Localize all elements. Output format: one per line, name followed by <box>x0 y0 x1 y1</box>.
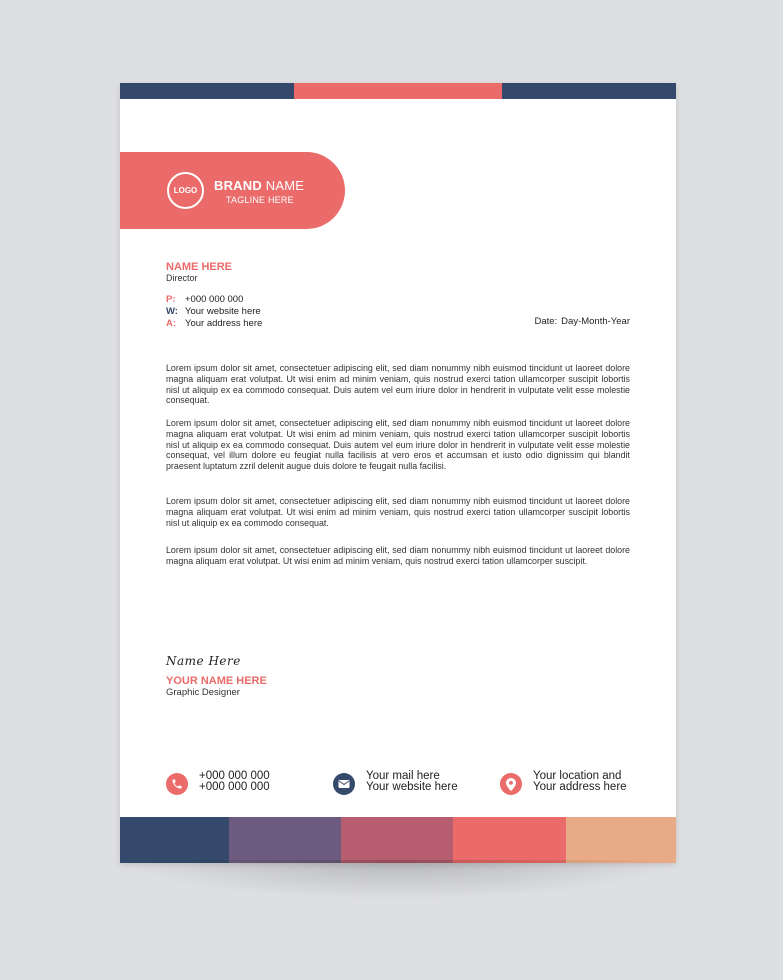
footer-mail-text <box>366 771 458 793</box>
contact-website <box>166 306 261 317</box>
signer-role: Graphic Designer <box>166 687 240 698</box>
signer-name: YOUR NAME HERE <box>166 675 267 687</box>
footer-mail-line2: Your website here <box>366 781 458 793</box>
footer-phone-text <box>199 771 270 793</box>
date-line <box>534 316 630 327</box>
bottom-strip-coral <box>453 817 566 863</box>
sender-name: NAME HERE <box>166 261 233 273</box>
phone-icon <box>166 773 188 795</box>
body-paragraph-2: Lorem ipsum dolor sit amet, consectetuer adipiscing elit, sed diam nonummy nibh euismod tincidunt ut laoreet dolore magna aliquam erat volutpat. Ut wisi enim ad minim veniam, quis nostrud exerci tation ullamcorper suscipit lobortis nisl ut aliquip ex ea commodo consequat. Duis autem vel eum iriure dolor in hendrerit in vulputate velit esse molestie consequat, vel illum dolore eu feugiat nulla facilisis at vero eros et accumsan et iusto odio dignissim qui blandit praesent luptatum zzril delenit augue duis dolore te feugait nulla facilisi. <box>166 418 630 472</box>
brand-tagline: TAGLINE HERE <box>226 195 294 205</box>
footer-location-line1: Your location and <box>533 770 622 782</box>
bottom-strip-purple <box>229 817 341 863</box>
contact-phone-label: P: <box>166 294 176 305</box>
location-pin-icon <box>500 773 522 795</box>
date-value: Day-Month-Year <box>561 316 630 327</box>
mail-icon <box>333 773 355 795</box>
logo: LOGO <box>167 172 204 209</box>
top-color-strip <box>120 83 676 99</box>
contact-phone <box>166 294 243 305</box>
contact-website-label: W: <box>166 306 178 317</box>
signature: Name Here <box>166 654 241 668</box>
footer-phone-line2: +000 000 000 <box>199 781 270 793</box>
date-label: Date: <box>534 316 558 327</box>
top-strip-navy-right <box>502 83 676 99</box>
contact-website-value: Your website here <box>185 306 261 317</box>
bottom-color-strip <box>120 817 676 863</box>
top-strip-coral <box>294 83 502 99</box>
bottom-strip-peach <box>566 817 676 863</box>
top-strip-navy <box>120 83 294 99</box>
bottom-strip-navy <box>120 817 229 863</box>
footer-mail-line1: Your mail here <box>366 770 440 782</box>
body-paragraph-4: Lorem ipsum dolor sit amet, consectetuer adipiscing elit, sed diam nonummy nibh euismod tincidunt ut laoreet dolore magna aliquam erat volutpat. Ut wisi enim ad minim veniam, quis nostrud exerci tation ullamcorper suscipit. <box>166 545 630 566</box>
contact-address-label: A: <box>166 318 177 329</box>
brand-name-bold: BRAND <box>214 178 262 193</box>
footer-phone-line1: +000 000 000 <box>199 770 270 782</box>
contact-address <box>166 318 262 329</box>
body-paragraph-1: Lorem ipsum dolor sit amet, consectetuer adipiscing elit, sed diam nonummy nibh euismod tincidunt ut laoreet dolore magna aliquam erat volutpat. Ut wisi enim ad minim veniam, quis nostrud exerci tation ullamcorper suscipit lobortis nisl ut aliquip ex ea commodo consequat. Duis autem vel eum iriure dolor in hendrerit in vulputate velit esse molestie consequat. <box>166 363 630 406</box>
brand-name <box>214 178 304 193</box>
brand-name-light: NAME <box>265 178 305 193</box>
contact-address-value: Your address here <box>185 318 263 329</box>
body-paragraph-3: Lorem ipsum dolor sit amet, consectetuer adipiscing elit, sed diam nonummy nibh euismod tincidunt ut laoreet dolore magna aliquam erat volutpat. Ut wisi enim ad minim veniam, quis nostrud exerci tation ullamcorper suscipit lobortis nisl ut aliquip ex ea commodo consequat. <box>166 496 630 528</box>
brand-header-block <box>120 152 345 229</box>
sender-title: Director <box>166 273 198 283</box>
letterhead-page <box>120 83 676 863</box>
bottom-strip-rose <box>341 817 453 863</box>
footer-location-line2: Your address here <box>533 781 627 793</box>
footer-location-text <box>533 771 627 793</box>
page-shadow <box>120 860 676 900</box>
contact-phone-value: +000 000 000 <box>185 294 244 305</box>
